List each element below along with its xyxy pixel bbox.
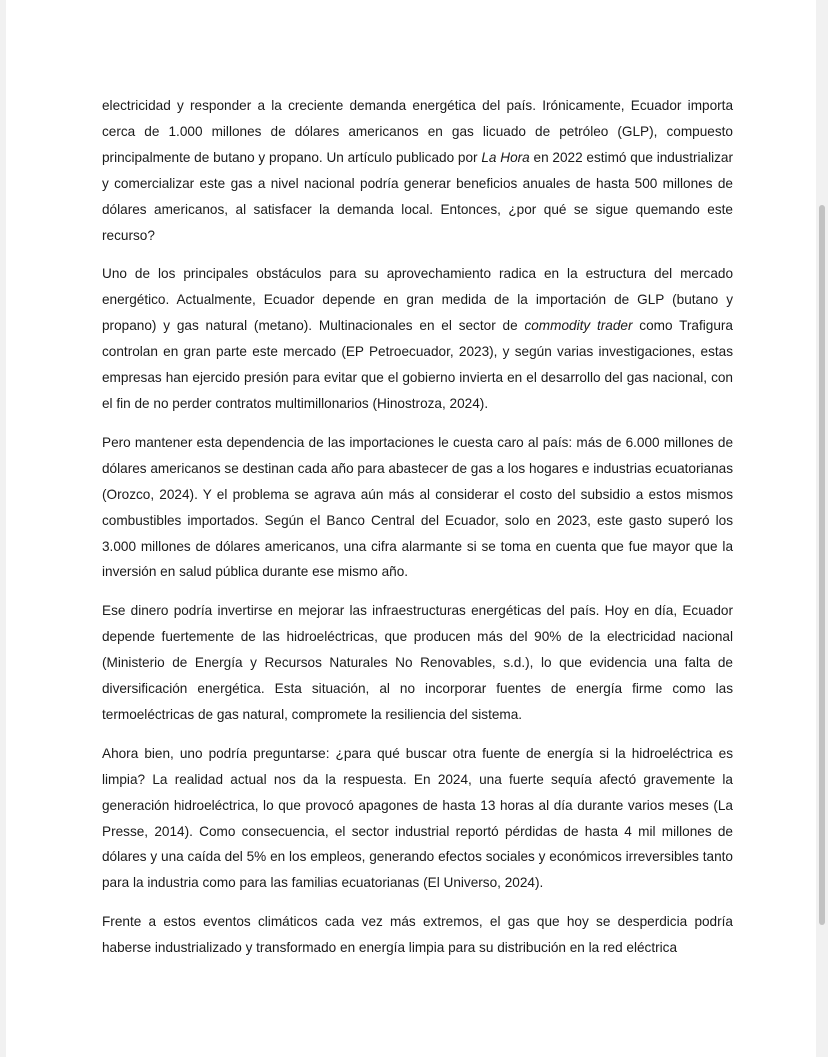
paragraph-text: como Trafigura controlan en gran parte este mercado (EP Petroecuador, 2023), y según varias investigaciones, estas empresas han ejercido presión para evitar que el gobierno invierta en el desarrollo del gas nacional, con el fin de no perder contratos multimillonarios (Hinostroza, 2024). [102, 318, 733, 411]
paragraph-text: en 2022 estimó que industrializar y comercializar este gas a nivel nacional podría generar beneficios anuales de hasta 500 millones de dólares americanos, al satisfacer la demanda local. Entonces, ¿por qué se sigue quemando este recurso? [102, 149, 734, 243]
paragraph-text: Frente a estos eventos climáticos cada vez más extremos, el gas que hoy se desperdicia podría haberse industrializado y transformado en energía limpia para su distribución en la red eléctrica [102, 914, 733, 956]
paragraph-3 [102, 430, 733, 585]
paragraph-text: Uno de los principales obstáculos para su aprovechamiento radica en la estructura del mercado energético. Actualmente, Ecuador depende en gran medida de la importación de GLP (butano y propano) y gas natural (metano). Multinacionales en el sector de [102, 266, 733, 334]
paragraph-text: electricidad y responder a la creciente demanda energética del país. Irónicamente, Ecuador importa cerca de 1.000 millones de dólares americanos en gas licuado de petróleo (GLP), compuesto principalmente de butano y propano. Un artículo publicado por [102, 98, 733, 165]
vertical-scrollbar[interactable] [816, 0, 828, 1057]
document-page [6, 0, 816, 1057]
italic-term: commodity trader [524, 318, 633, 334]
paragraph-1 [102, 93, 733, 248]
paragraph-2 [102, 261, 733, 416]
scrollbar-thumb[interactable] [819, 205, 825, 925]
paragraph-text: Ahora bien, uno podría preguntarse: ¿para qué buscar otra fuente de energía si la hidroeléctrica es limpia? La realidad actual nos da la respuesta. En 2024, una fuerte sequía afectó gravemente la generación hidroeléctrica, lo que provocó apagones de hasta 13 horas al día durante varios meses (La Presse, 2014). Como consecuencia, el sector industrial reportó pérdidas de hasta 4 mil millones de dólares y una caída del 5% en los empleos, generando efectos sociales y económicos irreversibles tanto para la industria como para las familias ecuatorianas (El Universo, 2024). [102, 745, 733, 891]
paragraph-6 [102, 909, 733, 961]
paragraph-text: Ese dinero podría invertirse en mejorar las infraestructuras energéticas del país. Hoy en día, Ecuador depende fuertemente de las hidroeléctricas, que producen más del 90% de la electricidad nacional (Ministerio de Energía y Recursos Naturales No Renovables, s.d.), lo que evidencia una falta de diversificación energética. Esta situación, al no incorporar fuentes de energía firme como las termoeléctricas de gas natural, compromete la resiliencia del sistema. [102, 603, 733, 722]
paragraph-4 [102, 598, 733, 728]
publication-title: La Hora [481, 149, 530, 165]
paragraph-text: Pero mantener esta dependencia de las importaciones le cuesta caro al país: más de 6.000 millones de dólares americanos se destinan cada año para abastecer de gas a los hogares e industrias ecuatorianas (Orozco, 2024). Y el problema se agrava aún más al considerar el costo del subsidio a estos mismos combustibles importados. Según el Banco Central del Ecuador, solo en 2023, este gasto superó los 3.000 millones de dólares americanos, una cifra alarmante si se toma en cuenta que fue mayor que la inversión en salud pública durante ese mismo año. [102, 434, 733, 580]
paragraph-5 [102, 741, 733, 896]
document-body [102, 93, 733, 974]
